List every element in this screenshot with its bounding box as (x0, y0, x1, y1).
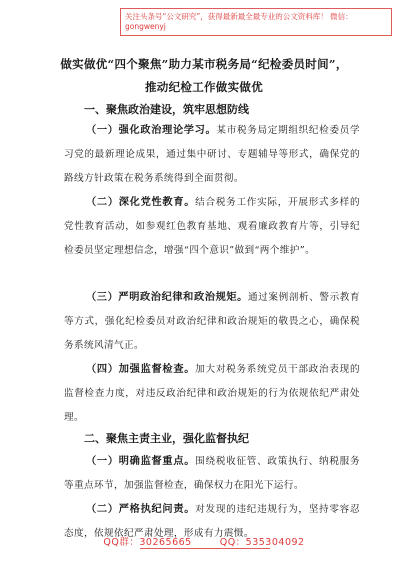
footer-divider (140, 548, 270, 549)
paragraph-subheading: （一）强化政治理论学习。 (86, 124, 217, 136)
paragraph-body: 围绕税收征管、政策执行、纳税服务等重点环节，加强监督检查，确保权力在阳光下运行。 (64, 456, 361, 491)
paragraph-subheading: （四）加强监督检查。 (86, 363, 196, 375)
paragraph (64, 190, 360, 263)
document-title-line-2: 推动纪检工作做实做优 (145, 80, 263, 94)
header-banner (120, 8, 392, 36)
paragraph-body: 结合税务工作实际，开展形式多样的党性教育活动，如参观红色教育基地、观看廉政教育片等，引导纪检委员坚定理想信念，增强“四个意识”做到“两个维护”。 (64, 197, 361, 256)
paragraph-subheading: （一）明确监督重点。 (86, 455, 196, 467)
footer-qq: QQ：535304092 (219, 537, 305, 548)
paragraph-body: 对发现的违纪违规行为，坚持零容忍态度，依规依纪严肃处理，形成有力震慑。 (64, 504, 361, 539)
footer-qq-group: QQ群：30265665 (103, 537, 192, 548)
footer-contact (0, 534, 408, 548)
section-heading-2: 二、聚焦主责主业，强化监督执纪 (84, 432, 249, 445)
paragraph-subheading: （二）深化党性教育。 (86, 196, 196, 208)
paragraph-subheading: （三）严明政治纪律和政治规矩。 (86, 291, 248, 303)
paragraph (64, 285, 360, 358)
banner-text: 关注头条号“公文研究”，获得最新最全最专业的公文资料库！ 微信：gongwenyj (125, 12, 353, 32)
section-heading-1: 一、聚焦政治建设，筑牢思想防线 (84, 103, 249, 116)
paragraph-body: 加大对税务系统党员干部政治表现的监督检查力度，对违反政治纪律和政治规矩的行为依规依纪严肃处理。 (64, 364, 361, 423)
paragraph-body: 通过案例剖析、警示教育等方式，强化纪检委员对政治纪律和政治规矩的敬畏之心，确保税务系统风清气正。 (64, 292, 360, 351)
paragraph (64, 449, 360, 498)
paragraph (64, 118, 360, 191)
paragraph (64, 357, 360, 430)
paragraph-subheading: （二）严格执纪问责。 (86, 503, 196, 515)
document-title-line-1: 做实做优“四个聚焦”助力某市税务局“纪检委员时间”， (60, 57, 348, 71)
paragraph-body: 某市税务局定期组织纪检委员学习党的最新理论成果，通过集中研讨、专题辅导等形式，确保党的路线方针政策在税务系统得到全面贯彻。 (64, 125, 360, 184)
